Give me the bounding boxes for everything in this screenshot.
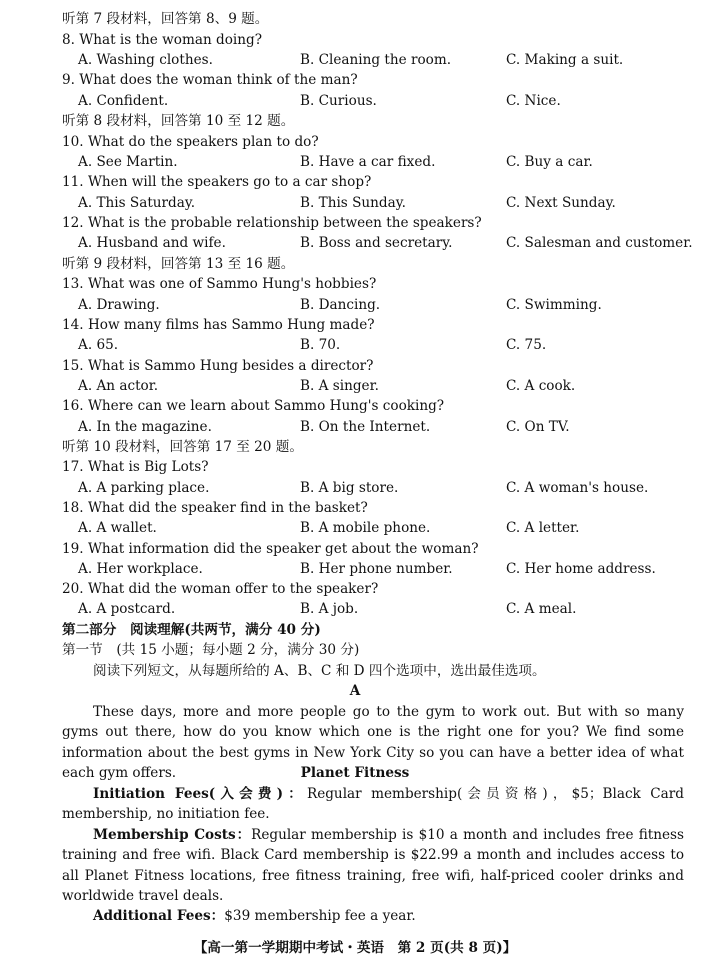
option-c: C. On TV. xyxy=(506,419,570,435)
question-16: 16. Where can we learn about Sammo Hung's cooking? xyxy=(62,398,445,414)
part2-title: 第二部分 阅读理解(共两节，满分 40 分) xyxy=(62,622,321,638)
membership-costs xyxy=(62,825,684,906)
instruction: 阅读下列短文，从每题所给的 A、B、C 和 D 四个选项中，选出最佳选项。 xyxy=(93,663,546,679)
question-11: 11. When will the speakers go to a car shop? xyxy=(62,174,372,190)
option-b: B. Cleaning the room. xyxy=(300,52,452,68)
option-a: A. Husband and wife. xyxy=(78,235,226,251)
header-part7: 听第 7 段材料，回答第 8、9 题。 xyxy=(62,11,269,27)
option-c: C. Nice. xyxy=(506,93,561,109)
option-a: A. A parking place. xyxy=(78,480,210,496)
section1-title: 第一节 (共 15 小题；每小题 2 分，满分 30 分) xyxy=(62,642,360,658)
membership-costs-text: Regular membership is $10 a month and includes free fitness training and free wifi. Black Card membership is $22.99 a month and includes access to all Planet Fitness locations, free fitness training, free wifi, half-priced cooler drinks and worldwide travel deals. xyxy=(62,827,684,904)
header-part10: 听第 10 段材料，回答第 17 至 20 题。 xyxy=(62,439,303,455)
initiation-fees xyxy=(62,784,684,825)
option-a: A. This Saturday. xyxy=(78,195,196,211)
question-17: 17. What is Big Lots? xyxy=(62,459,209,475)
option-b: B. Have a car fixed. xyxy=(300,154,436,170)
passage-label: A xyxy=(349,683,361,699)
option-c: C. Making a suit. xyxy=(506,52,624,68)
option-a: A. Her workplace. xyxy=(78,561,203,577)
gym-title: Planet Fitness xyxy=(300,765,410,781)
option-b: B. Boss and secretary. xyxy=(300,235,453,251)
option-c: C. A letter. xyxy=(506,520,580,536)
option-a: A. 65. xyxy=(78,337,119,353)
question-9: 9. What does the woman think of the man? xyxy=(62,72,358,88)
additional-fees xyxy=(62,906,684,926)
option-c: C. A cook. xyxy=(506,378,576,394)
header-part9: 听第 9 段材料，回答第 13 至 16 题。 xyxy=(62,256,295,272)
option-b: B. A job. xyxy=(300,601,359,617)
option-b: B. Curious. xyxy=(300,93,377,109)
option-b: B. 70. xyxy=(300,337,341,353)
question-20: 20. What did the woman offer to the speaker? xyxy=(62,581,379,597)
option-c: C. 75. xyxy=(506,337,547,353)
option-a: A. An actor. xyxy=(78,378,159,394)
option-a: A. A wallet. xyxy=(78,520,157,536)
option-b: B. A mobile phone. xyxy=(300,520,431,536)
option-b: B. A singer. xyxy=(300,378,379,394)
initiation-fees-label: Initiation Fees(入会费)： xyxy=(93,786,307,802)
question-12: 12. What is the probable relationship between the speakers? xyxy=(62,215,482,231)
question-13: 13. What was one of Sammo Hung's hobbies? xyxy=(62,276,377,292)
additional-fees-text: $39 membership fee a year. xyxy=(224,908,416,924)
option-c: C. Buy a car. xyxy=(506,154,593,170)
question-8: 8. What is the woman doing? xyxy=(62,32,263,48)
option-a: A. Washing clothes. xyxy=(78,52,213,68)
initiation-fees-text: Regular membership(会员资格)，$5；Black Card membership, no initiation fee. xyxy=(62,786,684,823)
membership-costs-label: Membership Costs： xyxy=(93,827,252,843)
option-c: C. Her home address. xyxy=(506,561,656,577)
option-b: B. A big store. xyxy=(300,480,399,496)
question-10: 10. What do the speakers plan to do? xyxy=(62,134,319,150)
question-19: 19. What information did the speaker get about the woman? xyxy=(62,541,479,557)
option-c: C. Salesman and customer. xyxy=(506,235,693,251)
passage-intro: These days, more and more people go to the gym to work out. But with so many gyms out there, how do you know which one is the right one for you? We find some information about the best gyms in New York City so you can have a better idea of what each gym offers. xyxy=(62,704,684,781)
option-c: C. Swimming. xyxy=(506,297,602,313)
question-14: 14. How many films has Sammo Hung made? xyxy=(62,317,375,333)
question-18: 18. What did the speaker find in the basket? xyxy=(62,500,368,516)
option-a: A. Drawing. xyxy=(78,297,160,313)
option-c: C. A woman's house. xyxy=(506,480,649,496)
option-b: B. On the Internet. xyxy=(300,419,431,435)
additional-fees-label: Additional Fees： xyxy=(93,908,225,924)
option-a: A. A postcard. xyxy=(78,601,176,617)
option-c: C. Next Sunday. xyxy=(506,195,616,211)
header-part8: 听第 8 段材料，回答第 10 至 12 题。 xyxy=(62,113,295,129)
question-15: 15. What is Sammo Hung besides a director? xyxy=(62,358,374,374)
option-b: B. This Sunday. xyxy=(300,195,406,211)
page-footer: 【高一第一学期期中考试・英语 第 2 页(共 8 页)】 xyxy=(193,940,517,956)
option-b: B. Her phone number. xyxy=(300,561,453,577)
option-a: A. In the magazine. xyxy=(78,419,212,435)
option-b: B. Dancing. xyxy=(300,297,381,313)
option-a: A. Confident. xyxy=(78,93,169,109)
option-a: A. See Martin. xyxy=(78,154,178,170)
option-c: C. A meal. xyxy=(506,601,577,617)
